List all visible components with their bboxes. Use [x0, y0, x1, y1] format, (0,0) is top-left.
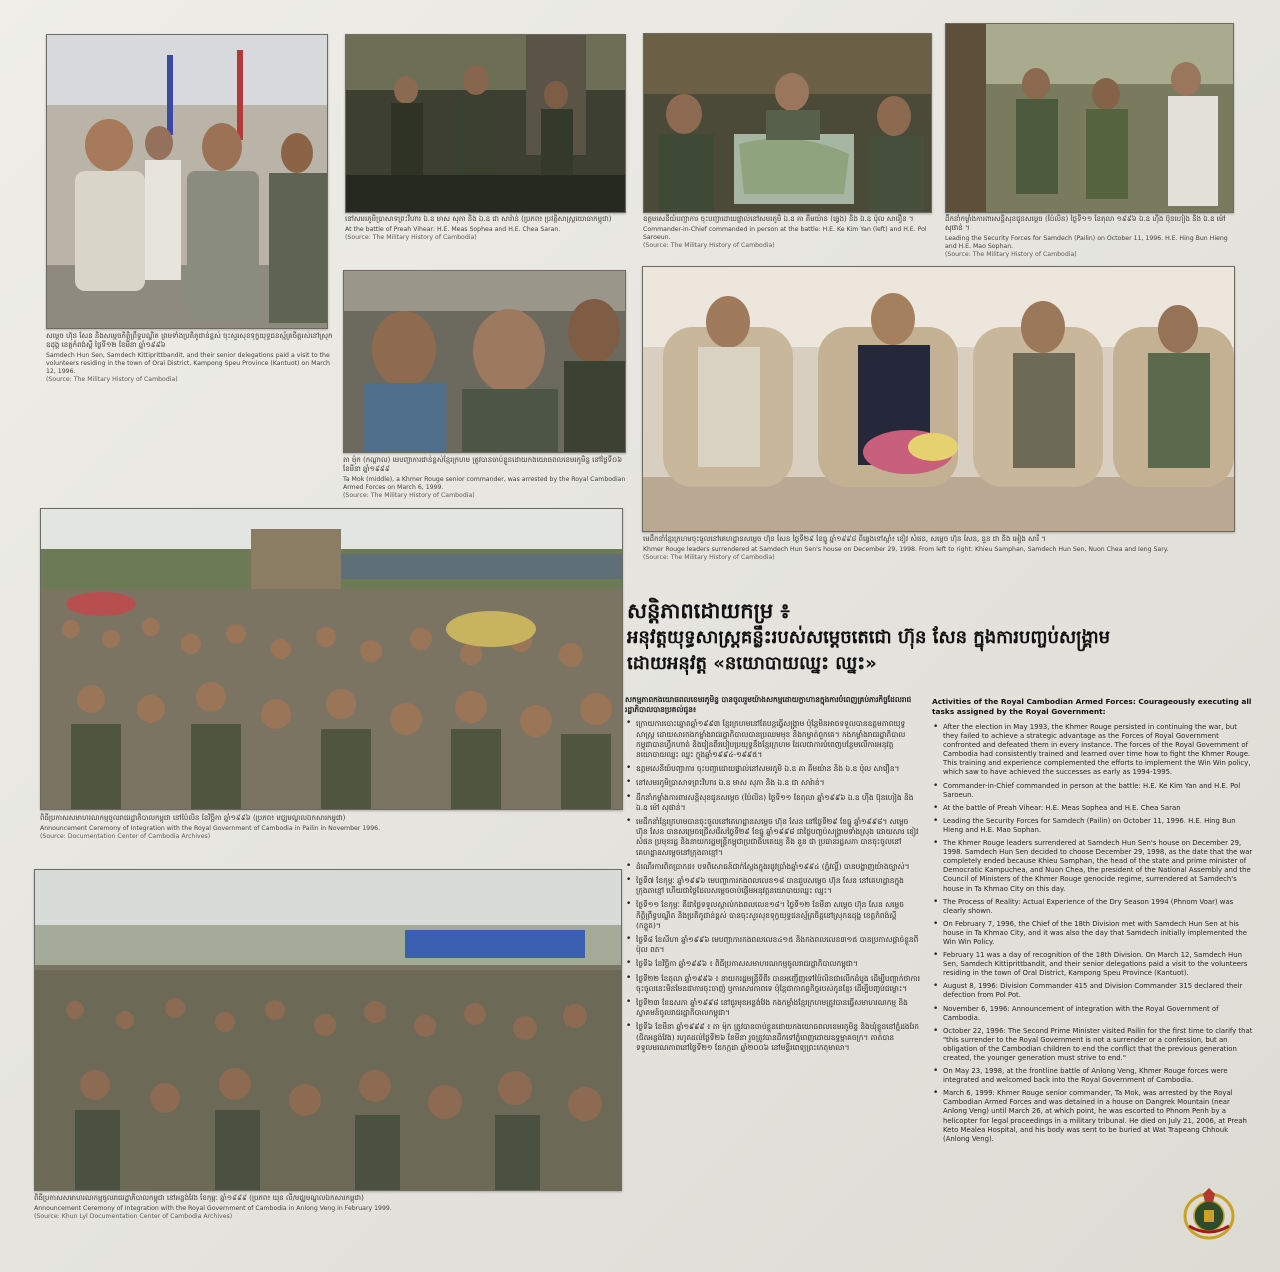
caption-hun-sen-visit: [46, 332, 336, 384]
list-item: • October 22, 1996: The Second Prime Minister visited Pailin for the first time to clarify that "this surrender to the Royal Government is not a surrender or a confession, but an obligation of the Cambodian children to end the conflict that the previous generation created, the younger generation must strive to end.": [932, 1027, 1254, 1063]
list-item: • ឧត្តមសេនីយ៍បញ្ជាការ ចុះបញ្ជាដោយផ្ទាល់នៅសមរភូមិ ឯ.ឧ គា គីមយ៉ាន និង ឯ.ឧ ប៉ុល សារឿន។: [625, 764, 920, 774]
list-item: • February 11 was a day of recognition of the 18th Division. On March 12, Samdech Hun Sen, Samdech Kittiprittbandit, and their senior delegations paid a visit to the volunteers residing in the town of Oral District, Kampong Speu Province (Kantuot).: [932, 951, 1254, 978]
list-item: • ថ្ងៃទី៧ ខែកុម្ភៈ ឆ្នាំ១៩៩៦ មេបញ្ជាការកងពលលេខ១៨ បានជួបសម្តេច ហ៊ុន សែន នៅគេហដ្ឋានក្នុងក្រុងតាខ្មៅ ហើយជាថ្ងៃដែលសម្តេចចាប់ផ្តើមអនុវត្តនយោបាយឈ្នះ ឈ្នះ។: [625, 876, 920, 896]
caption-en: Samdech Hun Sen, Samdech Kittiprittbandit, and their senior delegations paid a visit to the volunteers residing in the town of Oral District, Kampong Speu Province (Kantuot) on March 12, 1996.: [46, 352, 330, 375]
list-item: • ថ្ងៃទី២២ ខែតុលា ឆ្នាំ១៩៩៦ ៖ នាយករដ្ឋមន្ត្រីទីពីរ បានអញ្ជើញទៅប៉ៃលិនជាលើកដំបូង ដើម្បីបញ្ជាក់ថាការចុះចូលនេះមិនមែនជាការចុះចាញ់ ឬការសារភាពទេ ប៉ុន្តែជាកាតព្វកិច្ចរបស់កូនខ្មែរ ដើម្បីបញ្ចប់ជម្លោះ។: [625, 974, 920, 994]
list-item: • November 6, 1996: Announcement of integration with the Royal Government of Cambodia.: [932, 1005, 1254, 1023]
photo-commander: [643, 33, 932, 213]
caption-km: សម្តេច ហ៊ុន សែន និងសម្តេចកិត្តិព្រឹទ្ធបណ្ឌិត ព្រមទាំងប្រតិភូជាន់ខ្ពស់ ចុះសួរសុខទុក្ខយុទ្ធជនស្ម័គ្រចិត្តរស់នៅស្រុកឧដុង្គ ខេត្តកំពង់ស្ពឺ ថ្ងៃទី១២ ខែមីនា ឆ្នាំ១៩៩៦: [46, 332, 333, 349]
caption-source: (Source: The Military History of Cambodia): [945, 251, 1077, 258]
title-line-2: អនុវត្តយុទ្ធសាស្ត្រគន្លឹះរបស់សម្តេចតេជោ ហ៊ុន សែន ក្នុងការបញ្ចប់សង្គ្រាម: [627, 627, 1111, 648]
list-item: • មេដឹកនាំខ្មែរក្រហមបានចុះចូលនៅគេហដ្ឋានសម្តេច ហ៊ុន សែន នៅថ្ងៃទី២៩ ខែធ្នូ ឆ្នាំ១៩៩៨។ សម្តេច ហ៊ុន សែន បានសម្រេចជ្រើសរើសថ្ងៃទី២៩ ខែធ្នូ ឆ្នាំ១៩៩៨ ជាថ្ងៃបញ្ចប់សង្គ្រាមទាំងស្រុង ដោយសារ ខៀវ សំផន ប្រមុខរដ្ឋ និងនាយករដ្ឋមន្ត្រីកម្ពុជាប្រជាធិបតេយ្យ និង នួន ជា ប្រធានរដ្ឋសភា បានចុះចូលនៅគេហដ្ឋានសម្តេចនៅក្រុងតាខ្មៅ។: [625, 817, 920, 858]
caption-en: Announcement Ceremony of Integration with the Royal Government of Cambodia in Anlong Veng in February 1999.: [34, 1205, 392, 1212]
list-item: • Leading the Security Forces for Samdech (Pailin) on October 11, 1996. H.E. Hing Bun Hieng and H.E. Mao Sophan.: [932, 817, 1254, 835]
list-item: • At the battle of Preah Vihear: H.E. Meas Sophea and H.E. Chea Saran: [932, 804, 1254, 813]
title-line-3: ដោយអនុវត្ត «នយោបាយឈ្នះ ឈ្នះ»: [627, 653, 877, 674]
caption-en: Announcement Ceremony of Integration with the Royal Government of Cambodia in Pailin in November 1996.: [40, 825, 381, 832]
list-item: • ថ្ងៃទី១១ ខែកុម្ភៈ គឺជាថ្ងៃទទួលស្គាល់កងពលលេខ១៨។ ថ្ងៃទី១២ ខែមីនា សម្តេច ហ៊ុន សែន សម្តេចកិត្តិព្រឹទ្ធបណ្ឌិត និងប្រតិភូជាន់ខ្ពស់ បានចុះសួរសុខទុក្ខយុទ្ធជនស្ម័គ្រចិត្តនៅស្រុកឧដុង្គ ខេត្តកំពង់ស្ពឺ (កន្ទួត)។: [625, 900, 920, 931]
photo-pailin-ceremony: [40, 508, 623, 810]
list-item: • On May 23, 1998, at the frontline battle of Anlong Veng, Khmer Rouge forces were integrated and welcomed back into the Royal Government of Cambodia.: [932, 1067, 1254, 1085]
caption-en: Khmer Rouge leaders surrendered at Samdech Hun Sen's house on December 29, 1998. From left to right: Khieu Samphan, Samdech Hun Sen, Nuon Chea and Ieng Sary.: [643, 546, 1169, 553]
list-item: • ដំណើរការពិតប្រាកដ៖ បទពិសោធន៍ជាក់ស្តែងក្នុងរដូវប្រាំងឆ្នាំ១៩៩៤ (ភ្នំវល្លិ៍) បានបង្ហាញយ៉ាងច្បាស់។: [625, 862, 920, 872]
list-item: • Commander-in-Chief commanded in person at the battle: H.E. Ke Kim Yan and H.E. Pol Saroeun.: [932, 782, 1254, 800]
caption-preah-vihear: [345, 215, 624, 242]
caption-km: ពិធីប្រកាសសមាហរណកម្មចូលរាជរដ្ឋាភិបាលកម្ពុជា នៅអន្លង់វែង ខែកុម្ភៈ ឆ្នាំ១៩៩៩ (ប្រភព៖ ឃុន លី/មជ្ឈមណ្ឌលឯកសារកម្ពុជា): [34, 1194, 364, 1202]
caption-km: ដឹកនាំកម្លាំងការពារសន្តិសុខជូនសម្តេច (ប៉ៃលិន) ថ្ងៃទី១១ ខែតុលា ១៩៩៦ ឯ.ឧ ហ៊ីង ប៊ុនហៀង និង ឯ.ឧ ម៉ៅ សុផាន់ ។: [945, 215, 1226, 232]
caption-km: មេដឹកនាំខ្មែរក្រហមចុះចូលនៅគេហដ្ឋានសម្តេច ហ៊ុន សែន ថ្ងៃទី២៩ ខែធ្នូ ឆ្នាំ១៩៩៨ ពីឆ្វេងទៅស្តាំ៖ ខៀវ សំផន, សម្តេច ហ៊ុន សែន, នួន ជា និង អៀង សារី ។: [643, 535, 1046, 543]
caption-km: ពិធីប្រកាសសមាហរណកម្មចូលរាជរដ្ឋាភិបាលកម្ពុជា នៅប៉ៃលិន ខែវិច្ឆិកា ឆ្នាំ១៩៩៦ (ប្រភព៖ មជ្ឈមណ្ឌលឯកសារកម្ពុជា): [40, 814, 346, 822]
khmer-bullet-list: [625, 719, 920, 1053]
list-item: • On February 7, 1996, the Chief of the 18th Division met with Samdech Hun Sen at his house in Ta Khmao City, and it was also the day that Samdech initially implemented the Win Win Policy.: [932, 920, 1254, 947]
list-item: • ថ្ងៃទី៨ ខែសីហា ឆ្នាំ១៩៩៦ មេបញ្ជាការកងពលលេខ៤១៥ និងកងពលលេខ៣១៥ បានប្រកាសផ្តាច់ខ្លួនពីប៉ុល ពត។: [625, 935, 920, 955]
khmer-lead: សកម្មភាពកងយោធពលខេមរភូមិន្ទ បានចូលរួមយ៉ាងសកម្មដោយក្លាហានក្នុងការបំពេញគ្រប់ភារកិច្ចដែលរាជរដ្ឋាភិបាលបានប្រគល់ជូន៖: [625, 695, 912, 715]
list-item: • ក្រោយការបោះឆ្នោតឆ្នាំ១៩៩៣ ខ្មែរក្រហមនៅតែបន្តធ្វើសង្គ្រាម ប៉ុន្តែមិនអាចទទួលបានឧត្តមភាពយុទ្ធសាស្ត្រ ដោយសារកងកម្លាំងរាជរដ្ឋាភិបាលបានប្រឈមមុខ និងកម្ចាត់ពួកគេ។ កងកម្លាំងរាជរដ្ឋាភិបាលកម្ពុជាបានហ្វឹកហាត់ និងរៀនពីរបៀបប្រយុទ្ធនឹងខ្មែរក្រហម ដែលជាការបំពេញបន្ថែមលើការអនុវត្តនយោបាយឈ្នះ ឈ្នះ ក្នុងឆ្នាំ១៩៩៤-១៩៩៥។: [625, 719, 920, 760]
list-item: • The Process of Reality: Actual Experience of the Dry Season 1994 (Phnom Voar) was clearly shown.: [932, 898, 1254, 916]
caption-en: At the battle of Preah Vihear: H.E. Meas Sophea and H.E. Chea Saran.: [345, 226, 561, 233]
photo-hun-sen-visit: [46, 34, 328, 329]
caption-ta-mok: [343, 456, 628, 500]
caption-anlong-veng: [34, 1194, 614, 1221]
caption-security-forces: [945, 215, 1235, 259]
khmer-text-column: [625, 695, 920, 1235]
caption-source: (Source: The Military History of Cambodia): [345, 234, 477, 241]
caption-source: (Source: The Military History of Cambodia): [343, 492, 475, 499]
caption-en: Ta Mok (middle), a Khmer Rouge senior commander, was arrested by the Royal Cambodian Armed Forces on March 6, 1999.: [343, 476, 626, 491]
caption-source: (Source: Documentation Center of Cambodia Archives): [40, 833, 211, 840]
caption-en: Leading the Security Forces for Samdech (Pailin) on October 11, 1996. H.E. Hing Bun Hieng and H.E. Mao Sophan.: [945, 235, 1228, 250]
caption-leaders: [643, 535, 1203, 562]
section-title: [627, 598, 1247, 677]
caption-source: (Source: The Military History of Cambodia): [643, 554, 775, 561]
english-text-column: [932, 697, 1254, 1222]
list-item: • August 8, 1996: Division Commander 415 and Division Commander 315 declared their defection from Pol Pot.: [932, 982, 1254, 1000]
caption-km: ឧត្តមសេនីយ៍បញ្ជាការ ចុះបញ្ជាដោយផ្ទាល់នៅសមរភូមិ ឯ.ឧ គា គីមយ៉ាន (ឆ្វេង) និង ឯ.ឧ ប៉ុល សារឿន ។: [643, 215, 914, 223]
photo-preah-vihear: [345, 34, 626, 213]
photo-leaders: [642, 266, 1235, 532]
caption-source: (Source: Khun Lyl Documentation Center of Cambodia Archives): [34, 1213, 233, 1220]
photo-ta-mok: [343, 270, 626, 453]
photo-security-forces: [945, 23, 1234, 213]
english-bullet-list: [932, 723, 1254, 1144]
caption-source: (Source: The Military History of Cambodia): [46, 376, 178, 383]
title-line-1: សន្តិភាពដោយកម្រ ៖: [627, 599, 790, 623]
list-item: • ថ្ងៃទី៦ ខែវិច្ឆិកា ឆ្នាំ១៩៩៦ ៖ ពិធីប្រកាសសមាហរណកម្មចូលរាជរដ្ឋាភិបាលកម្ពុជា។: [625, 959, 920, 969]
caption-en: Commander-in-Chief commanded in person at the battle: H.E. Ke Kim Yan (left) and H.E. Pol Saroeun.: [643, 226, 927, 241]
caption-commander: [643, 215, 930, 250]
list-item: • ដឹកនាំកម្លាំងការពារសន្តិសុខជូនសម្តេច (ប៉ៃលិន) ថ្ងៃទី១១ ខែតុលា ឆ្នាំ១៩៩៦ ឯ.ឧ ហ៊ីង ប៊ុនហៀង និង ឯ.ឧ ម៉ៅ សុផាន់។: [625, 793, 920, 813]
list-item: • នៅសមរភូមិប្រាសាទព្រះវិហារ ឯ.ឧ មាស សុភា និង ឯ.ឧ ជា សារ៉ាន់។: [625, 778, 920, 788]
caption-source: (Source: The Military History of Cambodia): [643, 242, 775, 249]
list-item: • The Khmer Rouge leaders surrendered at Samdech Hun Sen's house on December 29, 1998. Samdech Hun Sen decided to choose December 29, 1998, as the date that the war completely ended because Khieu Samphan, the head of the state and prime minister of Democratic Kampuchea, and Nuon Chea, the president of the National Assembly and the Council of Ministers of the Khmer Rouge genocide regime, surrendered at Samdech's house in Ta Khmao City on this day.: [932, 839, 1254, 894]
list-item: • ថ្ងៃទី៦ ខែមីនា ឆ្នាំ១៩៩៩ ៖ តា ម៉ុក ត្រូវបានចាប់ខ្លួនដោយកងយោធពលខេមរភូមិន្ទ និងឃុំខ្លួននៅភ្នំដងរែក (ជិតអន្លង់វែង) រហូតដល់ថ្ងៃទី២៦ ខែមីនា រួចត្រូវបានដឹកទៅភ្នំពេញដោយឧទ្ធម្ភាគចក្រ។ គាត់បានទទួលមរណភាពនៅថ្ងៃទី២១ ខែកក្កដា ឆ្នាំ២០០៦ នៅមន្ទីរពេទ្យព្រះកេតុមាលា។: [625, 1022, 920, 1053]
caption-km: នៅសមរភូមិប្រាសាទព្រះវិហារ ឯ.ឧ មាស សុភា និង ឯ.ឧ ជា សារ៉ាន់ (ប្រភព៖ ប្រវត្តិសាស្ត្រយោធាកម្ពុជា): [345, 215, 612, 223]
list-item: • March 6, 1999: Khmer Rouge senior commander, Ta Mok, was arrested by the Royal Cambodian Armed Forces and was detained in a house on Dangrek Mountain (near Anlong Veng) until March 26, at which point, he was escorted to Phnom Penh by a helicopter for legal proceedings in a military tribunal. He died on July 21, 2006, at Preah Keto Mealea Hospital, and his body was sent to be buried at Wat Trapeang Chhouk (Anlong Veng).: [932, 1089, 1254, 1144]
caption-pailin: [40, 814, 600, 841]
list-item: • ថ្ងៃទី២៣ ខែឧសភា ឆ្នាំ១៩៩៨ នៅជួរមុខអន្លង់វែង កងកម្លាំងខ្មែរក្រហមត្រូវបានធ្វើសមាហរណកម្ម និងស្វាគមន៍ចូលរាជរដ្ឋាភិបាលកម្ពុជា។: [625, 998, 920, 1018]
english-heading: Activities of the Royal Cambodian Armed Forces: Courageously executing all tasks assigned by the Royal Government:: [932, 697, 1252, 716]
list-item: • After the election in May 1993, the Khmer Rouge persisted in continuing the war, but they failed to achieve a strategic advantage as the Forces of Royal Government confronted and defeated them in every instance. The forces of the Royal Government of Cambodia had consistently trained and learned over time how to fight the Khmer Rouge. This training and experience complemented the efforts to implement the Win Win policy, which saw to have achieved the successes as early as 1994-1995.: [932, 723, 1254, 778]
photo-anlong-veng-ceremony: [34, 869, 622, 1191]
military-emblem-icon: [1183, 1186, 1235, 1240]
caption-km: តា ម៉ុក (កណ្តាល) មេបញ្ជាការជាន់ខ្ពស់ខ្មែរក្រហម ត្រូវបានចាប់ខ្លួនដោយកងយោធពលខេមរភូមិន្ទ នៅថ្ងៃទី០៦ ខែមីនា ឆ្នាំ១៩៩៩: [343, 456, 623, 473]
